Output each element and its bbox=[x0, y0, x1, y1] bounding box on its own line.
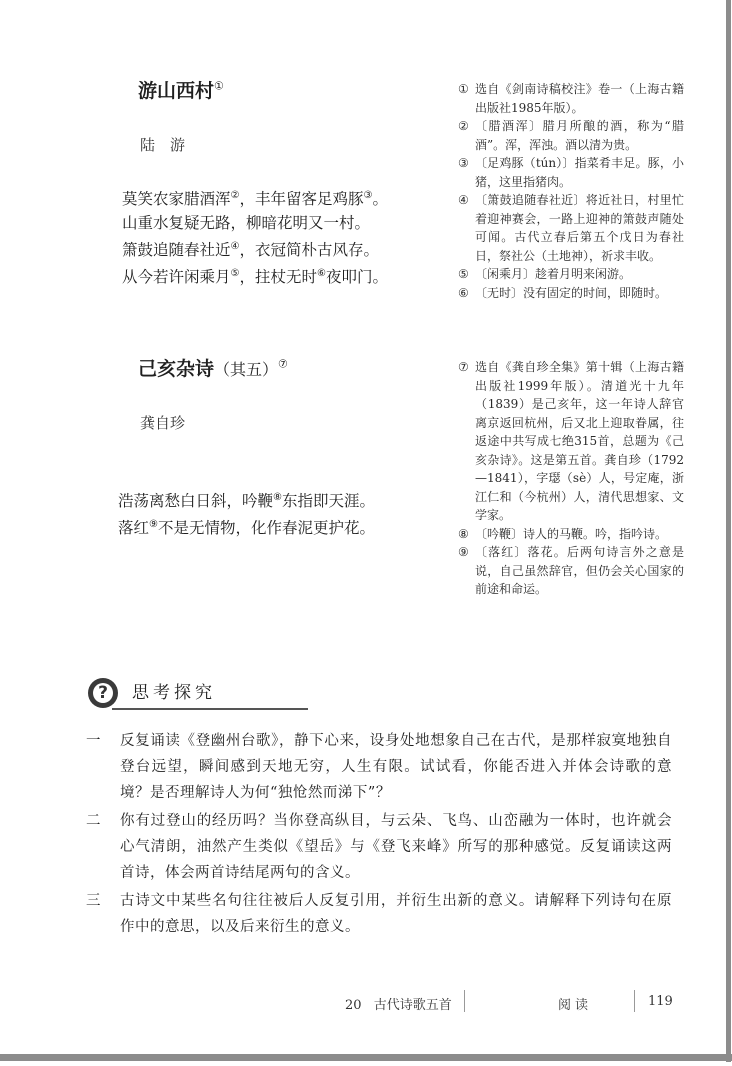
question-text: 你有过登山的经历吗？当你登高纵目，与云朵、飞鸟、山峦融为一体时，也许就会心气清朗，油然产生类似《望岳》与《登飞来峰》所写的那种感觉。反复诵读这两首诗，体会两首诗结尾两句的含义。 bbox=[120, 813, 672, 881]
poem-title: 己亥杂诗（其五）⑦ bbox=[138, 357, 288, 380]
poem-author: 陆 游 bbox=[140, 136, 186, 154]
page-edge-shadow bbox=[726, 0, 731, 1062]
footnote-marker: ① bbox=[214, 79, 224, 93]
question-text: 古诗文中某些名句往往被后人反复引用，并衍生出新的意义。请解释下列诗句在原作中的意思，以及后来衍生的意义。 bbox=[120, 893, 672, 935]
question-number: 二 bbox=[86, 813, 101, 829]
footnote-marker: ⑦ bbox=[278, 357, 288, 371]
poem-line: 从今若许闲乘月⑤，拄杖无时⑥夜叩门。 bbox=[122, 268, 388, 287]
footnote: ② 〔腊酒浑〕腊月所酿的酒，称为“腊酒”。浑，浑浊。酒以清为贵。 bbox=[458, 119, 684, 152]
question-item bbox=[86, 728, 672, 806]
poem-author: 龚自珍 bbox=[140, 414, 186, 432]
question-text: 反复诵读《登幽州台歌》，静下心来，设身处地想象自己在古代，是那样寂寞地独自登台远望，瞬间感到天地无穷，人生有限。试试看，你能否进入并体会诗歌的意境？是否理解诗人为何“独怆然而涕下”？ bbox=[120, 733, 672, 801]
footer-page-number-left: 20 bbox=[345, 998, 362, 1013]
footer-section-title: 阅读 bbox=[558, 998, 593, 1013]
footnote: ① 选自《剑南诗稿校注》卷一（上海古籍出版社1985年版）。 bbox=[458, 82, 684, 115]
poem-body bbox=[118, 486, 375, 540]
footer-divider bbox=[464, 990, 465, 1012]
footnote: ③ 〔足鸡豚（tún）〕指菜肴丰足。豚，小猪，这里指猪肉。 bbox=[458, 156, 684, 189]
poem-title: 游山西村① bbox=[138, 79, 224, 102]
footnote: ⑧ 〔吟鞭〕诗人的马鞭。吟，指吟诗。 bbox=[458, 526, 668, 541]
footer-left bbox=[345, 994, 452, 1013]
question-item bbox=[86, 808, 672, 886]
footer-divider bbox=[634, 990, 635, 1012]
poem-line: 莫笑农家腊酒浑②，丰年留客足鸡豚③。 bbox=[122, 190, 388, 209]
question-icon: ? bbox=[88, 678, 118, 708]
section-underline bbox=[112, 708, 308, 710]
question-item bbox=[86, 888, 672, 940]
section-title: 思考探究 bbox=[132, 683, 216, 703]
page-edge-shadow bbox=[0, 1054, 732, 1061]
poem-line: 箫鼓追随春社近④，衣冠简朴古风存。 bbox=[122, 241, 379, 260]
footnote: ⑤ 〔闲乘月〕趁着月明来闲游。 bbox=[458, 267, 632, 281]
footer-unit-title: 古代诗歌五首 bbox=[373, 998, 452, 1013]
footnote: ⑨ 〔落红〕落花。后两句诗言外之意是说，自己虽然辞官，但仍会关心国家的前途和命运。 bbox=[458, 545, 684, 596]
poem-line: 山重水复疑无路，柳暗花明又一村。 bbox=[122, 214, 371, 233]
poem-line: 浩荡离愁白日斜，吟鞭⑧东指即天涯。 bbox=[118, 492, 375, 511]
question-number: 三 bbox=[86, 893, 101, 909]
question-number: 一 bbox=[86, 733, 101, 749]
poem-body bbox=[122, 184, 388, 289]
footnote: ④ 〔箫鼓追随春社近〕将近社日，村里忙着迎神赛会，一路上迎神的箫鼓声随处可闻。古代立春后第五个戊日为春社日，祭社公（土地神），祈求丰收。 bbox=[458, 193, 684, 263]
footnotes-poem1 bbox=[458, 80, 684, 302]
section-header bbox=[88, 676, 308, 712]
footnotes-poem2 bbox=[458, 358, 684, 599]
footnote: ⑥ 〔无时〕没有固定的时间，即随时。 bbox=[458, 285, 668, 300]
footnote: ⑦ 选自《龚自珍全集》第十辑（上海古籍出版社1999年版）。清道光十九年（1839）是己亥年，这一年诗人辞官离京返回杭州，后又北上迎取眷属，往返途中共写成七绝315首，总题为《己亥杂诗》。这是第五首。龚自珍（1792—1841），字璱（sè）人，号定庵，浙江仁和（今杭州）人，清代思想家、文学家。 bbox=[458, 360, 684, 522]
footer-page-number-right: 119 bbox=[648, 994, 673, 1009]
poem-line: 落红⑨不是无情物，化作春泥更护花。 bbox=[118, 519, 375, 538]
